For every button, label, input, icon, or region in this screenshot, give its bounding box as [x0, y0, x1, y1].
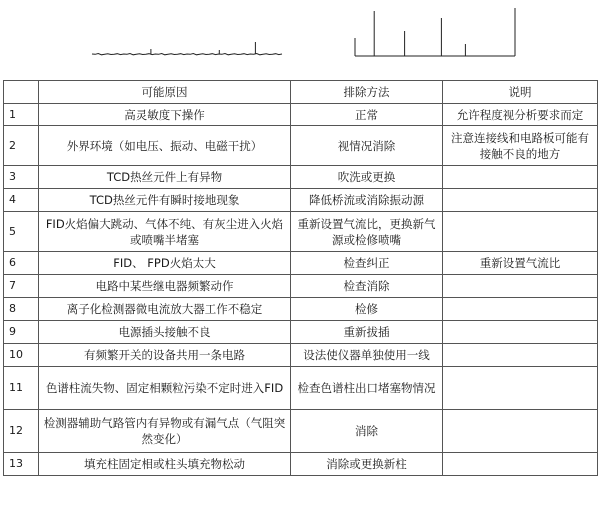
row-number: 13 — [4, 453, 39, 476]
cause-cell: 外界环境（如电压、振动、电磁干扰） — [39, 126, 291, 166]
row-number: 7 — [4, 275, 39, 298]
note-cell — [443, 321, 598, 344]
table-row — [4, 212, 598, 252]
note-cell — [443, 212, 598, 252]
note-cell: 允许程度视分析要求而定 — [443, 104, 598, 126]
cause-cell: 填充柱固定相或柱头填充物松动 — [39, 453, 291, 476]
cause-cell: FID火焰偏大跳动、气体不纯、有灰尘进入火焰或喷嘴半堵塞 — [39, 212, 291, 252]
cause-cell: FID、 FPD火焰太大 — [39, 252, 291, 275]
note-cell — [443, 166, 598, 189]
row-number: 6 — [4, 252, 39, 275]
remedy-cell: 降低桥流或消除振动源 — [291, 189, 443, 212]
baseline-noise-line — [92, 54, 282, 55]
noise-illustration — [0, 0, 600, 78]
row-number: 1 — [4, 104, 39, 126]
remedy-cell: 吹洗或更换 — [291, 166, 443, 189]
cause-cell: TCD热丝元件上有异物 — [39, 166, 291, 189]
cause-cell: 有频繁开关的设备共用一条电路 — [39, 344, 291, 367]
note-cell — [443, 453, 598, 476]
row-number: 8 — [4, 298, 39, 321]
table-row — [4, 298, 598, 321]
cause-cell: 离子化检测器微电流放大器工作不稳定 — [39, 298, 291, 321]
remedy-cell: 检查纠正 — [291, 252, 443, 275]
table-row — [4, 166, 598, 189]
cause-cell: TCD热丝元件有瞬时接地现象 — [39, 189, 291, 212]
table-row — [4, 189, 598, 212]
remedy-cell: 检查消除 — [291, 275, 443, 298]
remedy-cell: 检修 — [291, 298, 443, 321]
row-number: 4 — [4, 189, 39, 212]
note-cell — [443, 189, 598, 212]
cause-cell: 电路中某些继电器频繁动作 — [39, 275, 291, 298]
table-header-row — [4, 81, 598, 104]
note-cell: 重新设置气流比 — [443, 252, 598, 275]
row-number: 9 — [4, 321, 39, 344]
remedy-cell: 检查色谱柱出口堵塞物情况 — [291, 367, 443, 410]
table-row — [4, 104, 598, 126]
table-row — [4, 410, 598, 453]
fault-table — [3, 80, 598, 476]
cause-cell: 电源插头接触不良 — [39, 321, 291, 344]
table-row — [4, 453, 598, 476]
noise-traces — [0, 0, 600, 78]
left-baseline-trace — [92, 42, 282, 55]
row-number: 12 — [4, 410, 39, 453]
note-cell — [443, 275, 598, 298]
cause-cell: 色谱柱流失物、固定相颗粒污染不定时进入FID — [39, 367, 291, 410]
row-number: 5 — [4, 212, 39, 252]
table-row — [4, 367, 598, 410]
note-cell — [443, 344, 598, 367]
header-note: 说明 — [443, 81, 598, 104]
remedy-cell: 设法使仪器单独使用一线 — [291, 344, 443, 367]
table-row — [4, 126, 598, 166]
cause-cell: 检测器辅助气路管内有异物或有漏气点（气阻突然变化） — [39, 410, 291, 453]
note-cell — [443, 410, 598, 453]
cause-cell: 高灵敏度下操作 — [39, 104, 291, 126]
remedy-cell: 重新设置气流比，更换新气源或检修喷嘴 — [291, 212, 443, 252]
row-number: 3 — [4, 166, 39, 189]
remedy-cell: 正常 — [291, 104, 443, 126]
right-spike-trace — [355, 8, 515, 56]
remedy-cell: 消除或更换新柱 — [291, 453, 443, 476]
row-number: 11 — [4, 367, 39, 410]
row-number: 10 — [4, 344, 39, 367]
header-num — [4, 81, 39, 104]
row-number: 2 — [4, 126, 39, 166]
header-cause: 可能原因 — [39, 81, 291, 104]
table-row — [4, 321, 598, 344]
note-cell — [443, 298, 598, 321]
header-remedy: 排除方法 — [291, 81, 443, 104]
table-row — [4, 275, 598, 298]
note-cell: 注意连接线和电路板可能有接触不良的地方 — [443, 126, 598, 166]
remedy-cell: 重新拔插 — [291, 321, 443, 344]
remedy-cell: 消除 — [291, 410, 443, 453]
table-row — [4, 252, 598, 275]
note-cell — [443, 367, 598, 410]
remedy-cell: 视情况消除 — [291, 126, 443, 166]
table-row — [4, 344, 598, 367]
